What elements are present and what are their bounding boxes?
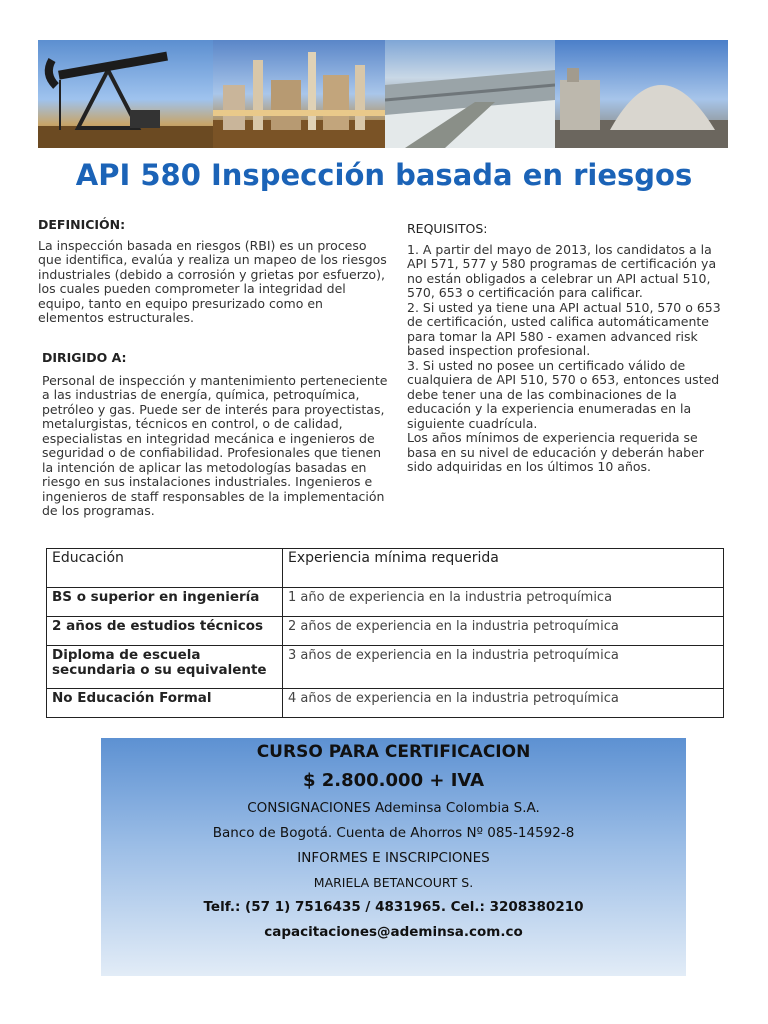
consignaciones-text: CONSIGNACIONES Ademinsa Colombia S.A. (247, 800, 540, 816)
course-info-box (101, 738, 686, 976)
table-row (47, 689, 724, 718)
education-cell: BS o superior en ingeniería (47, 588, 283, 617)
header-educacion: Educación (47, 549, 283, 588)
table-header-row (47, 549, 724, 588)
header-experiencia: Experiencia mínima requerida (283, 549, 724, 588)
education-cell: 2 años de estudios técnicos (47, 617, 283, 646)
table-row (47, 646, 724, 689)
contact-name: MARIELA BETANCOURT S. (313, 875, 474, 890)
power-plant-image (555, 40, 728, 148)
education-cell: Diploma de escuela secundaria o su equivalente (47, 646, 283, 689)
table-row (47, 588, 724, 617)
table-row (47, 617, 724, 646)
course-price: $ 2.800.000 + IVA (302, 770, 485, 791)
dirigido-text: Personal de inspección y mantenimiento perteneciente a las industrias de energía, química, petroquímica, petróleo y gas. Puede ser de interés para proyectistas, metalurgistas, técnicos en control, o de calidad, especialistas en integridad mecánica e ingenieros de seguridad o de confiabilidad. Profesionales que tienen la intención de aplicar las metodologías basadas en riesgo en sus instalaciones industriales. Ingenieros e ingenieros de staff responsables de la implementación de los programas. (42, 372, 388, 518)
requisito-3: 3. Si usted no posee un certificado válido de cualquiera de API 510, 570 o 653, entonces usted debe tener una de las combinaciones de la educación y la experiencia enumeradas en la siguiente cuadrícula. (407, 357, 720, 431)
requisitos-note: Los años mínimos de experiencia requerida se basa en su nivel de educación y deberán haber sido adquiridas en los últimos 10 años. (407, 430, 704, 474)
requisitos-heading: REQUISITOS: (407, 221, 488, 236)
course-heading: CURSO PARA CERTIFICACION (256, 742, 531, 762)
experience-table (46, 548, 724, 718)
oil-pumpjack-image (38, 40, 213, 148)
refinery-image (213, 40, 385, 148)
header-banner (38, 40, 728, 148)
dirigido-heading: DIRIGIDO A: (42, 350, 127, 365)
phone-numbers: Telf.: (57 1) 7516435 / 4831965. Cel.: 3208380210 (203, 899, 584, 915)
bank-account-text: Banco de Bogotá. Cuenta de Ahorros Nº 085-14592-8 (212, 825, 575, 841)
experience-cell: 3 años de experiencia en la industria petroquímica (283, 646, 724, 689)
dam-spillway-image (385, 40, 555, 148)
requisito-1: 1. A partir del mayo de 2013, los candidatos a la API 571, 577 y 580 programas de certificación ya no están obligados a celebrar un API actual 510, 570, 653 o certificación para calificar. (407, 241, 717, 300)
contact-email[interactable]: capacitaciones@ademinsa.com.co (264, 924, 523, 940)
requisitos-section (407, 222, 727, 475)
experience-cell: 4 años de experiencia en la industria petroquímica (283, 689, 724, 718)
requisito-2: 2. Si usted ya tiene una API actual 510, 570 o 653 de certificación, usted califica automáticamente para tomar la API 580 - examen advanced risk based inspection profesional. (407, 299, 721, 358)
definicion-section (38, 218, 390, 326)
dirigido-section (42, 351, 390, 519)
informes-text: INFORMES E INSCRIPCIONES (297, 850, 490, 866)
page-title: API 580 Inspección basada en riesgos (75, 158, 693, 192)
definicion-heading: DEFINICIÓN: (38, 217, 126, 232)
definicion-text: La inspección basada en riesgos (RBI) es un proceso que identifica, evalúa y realiza un mapeo de los riesgos industriales (debido a corrosión y grietas por esfuerzo), los cuales pueden comprometer la integridad del equipo, tanto en equipo presurizado como en elementos estructurales. (38, 237, 387, 325)
experience-cell: 2 años de experiencia en la industria petroquímica (283, 617, 724, 646)
education-cell: No Educación Formal (47, 689, 283, 718)
experience-cell: 1 año de experiencia en la industria petroquímica (283, 588, 724, 617)
